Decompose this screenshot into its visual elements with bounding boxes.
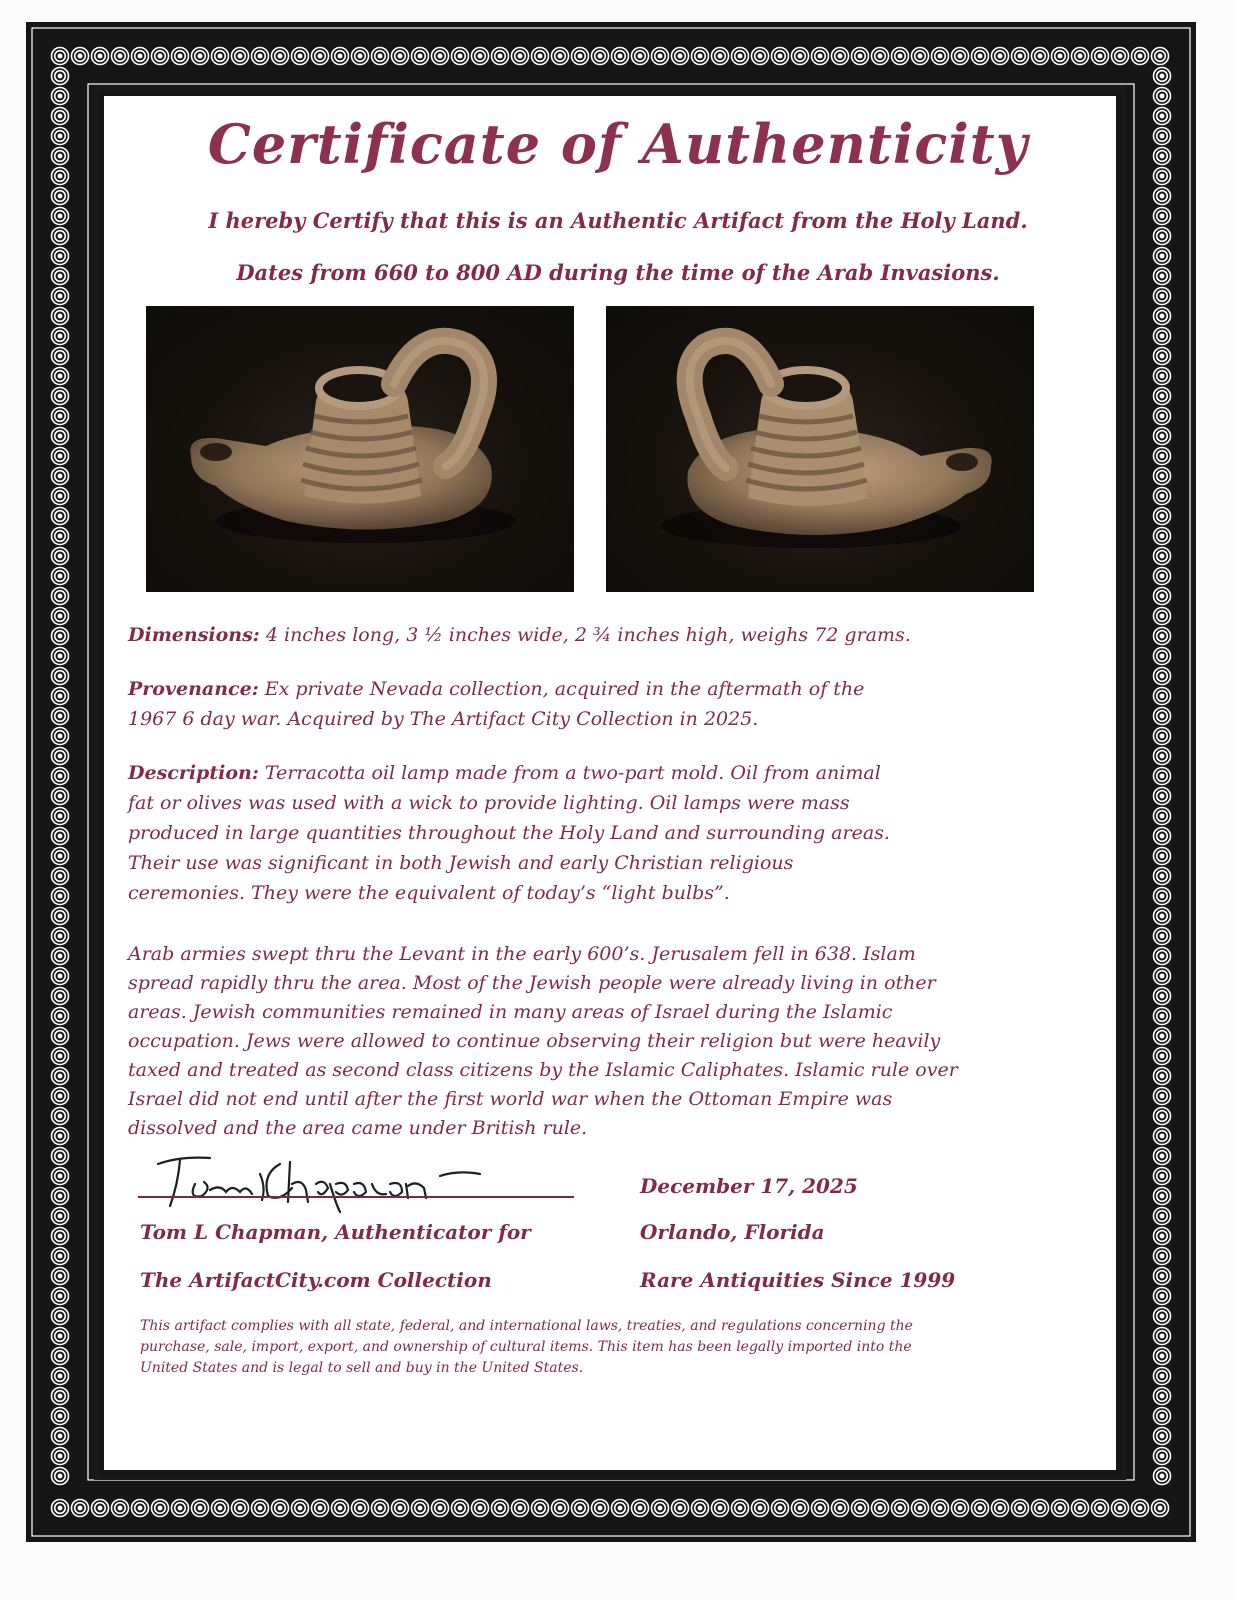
oil-lamp-image-right [606, 306, 1034, 592]
dimensions-section [128, 620, 1068, 650]
oil-lamp-image-left [146, 306, 574, 592]
tagline: Rare Antiquities Since 1999 [640, 1268, 956, 1292]
description-section [128, 758, 1068, 908]
certificate-location: Orlando, Florida [640, 1220, 825, 1244]
history-line: occupation. Jews were allowed to continue observing their religion but were heavily [128, 1030, 941, 1052]
artifact-photo-right [606, 306, 1034, 592]
description-line: produced in large quantities throughout the Holy Land and surrounding areas. [128, 822, 890, 844]
provenance-line: Ex private Nevada collection, acquired in the aftermath of the [264, 678, 865, 700]
signature-line [138, 1196, 574, 1198]
description-line: fat or olives was used with a wick to provide lighting. Oil lamps were mass [128, 792, 850, 814]
dating-statement: Dates from 660 to 800 AD during the time of the Arab Invasions. [236, 260, 1000, 285]
provenance-label: Provenance: [128, 678, 259, 700]
description-line: ceremonies. They were the equivalent of today’s “light bulbs”. [128, 882, 730, 904]
collection-name: The ArtifactCity.com Collection [140, 1268, 492, 1292]
dimensions-label: Dimensions: [128, 624, 260, 646]
legal-line: This artifact complies with all state, federal, and international laws, treaties, and regulations concerning the [140, 1318, 913, 1334]
history-line: areas. Jewish communities remained in many areas of Israel during the Islamic [128, 1001, 893, 1023]
history-line: Arab armies swept thru the Levant in the early 600’s. Jerusalem fell in 638. Islam [128, 943, 916, 965]
history-section [128, 940, 1068, 1143]
description-line: Terracotta oil lamp made from a two-part mold. Oil from animal [264, 762, 881, 784]
legal-notice [140, 1316, 1070, 1379]
certificate-title: Certificate of Authenticity [207, 112, 1029, 176]
history-line: taxed and treated as second class citizens by the Islamic Caliphates. Islamic rule over [128, 1059, 958, 1081]
provenance-section [128, 674, 1068, 734]
description-label: Description: [128, 762, 259, 784]
history-line: spread rapidly thru the area. Most of the Jewish people were already living in other [128, 972, 936, 994]
provenance-line: 1967 6 day war. Acquired by The Artifact City Collection in 2025. [128, 708, 759, 730]
certification-statement: I hereby Certify that this is an Authentic Artifact from the Holy Land. [208, 208, 1028, 233]
handwritten-signature [140, 1144, 500, 1214]
legal-line: United States and is legal to sell and buy in the United States. [140, 1360, 584, 1376]
artifact-photo-left [146, 306, 574, 592]
authenticator-name: Tom L Chapman, Authenticator for [140, 1220, 531, 1244]
dimensions-text: 4 inches long, 3 ½ inches wide, 2 ¾ inches high, weighs 72 grams. [265, 624, 911, 646]
description-line: Their use was significant in both Jewish and early Christian religious [128, 852, 794, 874]
certificate-date: December 17, 2025 [640, 1174, 858, 1198]
legal-line: purchase, sale, import, export, and ownership of cultural items. This item has been legally imported into the [140, 1339, 912, 1355]
history-line: dissolved and the area came under British rule. [128, 1117, 588, 1139]
history-line: Israel did not end until after the first world war when the Ottoman Empire was [128, 1088, 893, 1110]
